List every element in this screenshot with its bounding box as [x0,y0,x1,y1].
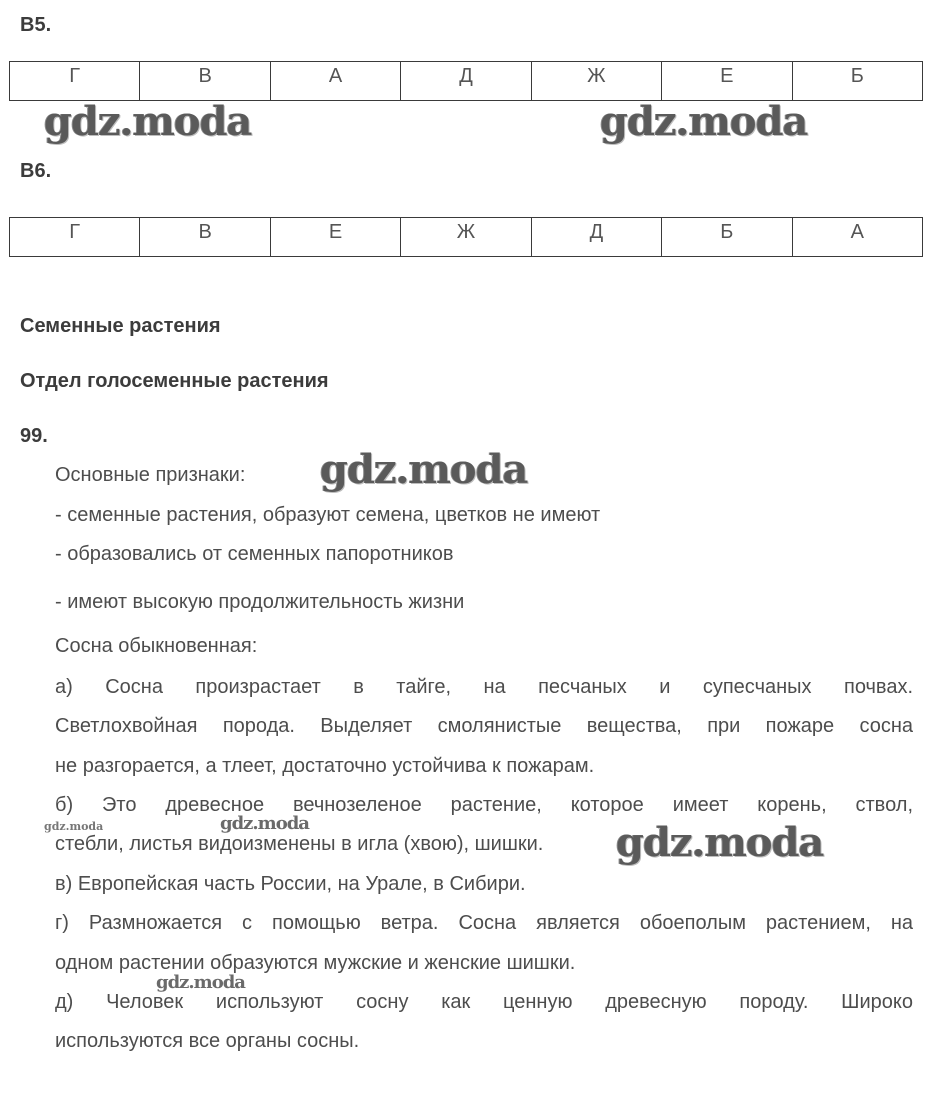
watermark: gdz.moda [220,813,309,834]
feature-item: - образовались от семенных папоротников [55,543,454,565]
table-cell: Д [531,218,661,257]
table-cell: Г [10,62,140,101]
table-cell: Е [270,218,400,257]
feature-item: - семенные растения, образуют семена, цветков не имеют [55,504,601,526]
pine-title: Сосна обыкновенная: [55,635,258,657]
table-cell: Е [662,62,792,101]
answer-line: а) Сосна произрастает в тайге, на песчаных и супесчаных почвах. [55,676,913,698]
table-cell: А [792,218,922,257]
feature-item: - имеют высокую продолжительность жизни [55,591,465,613]
b6-answer-table [9,217,923,257]
answer-line: г) Размножается с помощью ветра. Сосна является обоеполым растением, на [55,912,913,934]
watermark: gdz.moda [320,446,528,493]
answer-line: используются все органы сосны. [55,1030,360,1052]
section-heading: Семенные растения [20,315,221,337]
table-cell: Ж [401,218,531,257]
table-cell: В [140,218,270,257]
answer-line: Светлохвойная порода. Выделяет смолянистые вещества, при пожаре сосна [55,715,913,737]
watermark: gdz.moda [156,972,245,993]
answer-line: в) Европейская часть России, на Урале, в Сибири. [55,873,526,895]
b6-label: B6. [20,160,52,182]
table-row [10,62,923,101]
watermark: gdz.moda [600,98,808,145]
table-cell: Б [662,218,792,257]
answer-line: стебли, листья видоизменены в игла (хвою), шишки. [55,833,544,855]
watermark: gdz.moda [44,98,252,145]
task-number: 99. [20,425,48,447]
answer-line: одном растении образуются мужские и женские шишки. [55,952,576,974]
answer-line: не разгорается, а тлеет, достаточно устойчива к пожарам. [55,755,595,777]
answer-line: д) Человек используют сосну как ценную древесную породу. Широко [55,991,913,1013]
b5-label: B5. [20,14,52,36]
table-cell: Б [792,62,922,101]
watermark: gdz.moda [616,819,824,866]
table-cell: Д [401,62,531,101]
table-cell: Г [10,218,140,257]
watermark: gdz.moda [44,820,104,833]
table-cell: А [270,62,400,101]
features-title: Основные признаки: [55,464,246,486]
table-cell: Ж [531,62,661,101]
b5-answer-table [9,61,923,101]
subsection-heading: Отдел голосеменные растения [20,370,329,392]
table-row [10,218,923,257]
table-cell: В [140,62,270,101]
answer-line: б) Это древесное вечнозеленое растение, которое имеет корень, ствол, [55,794,913,816]
